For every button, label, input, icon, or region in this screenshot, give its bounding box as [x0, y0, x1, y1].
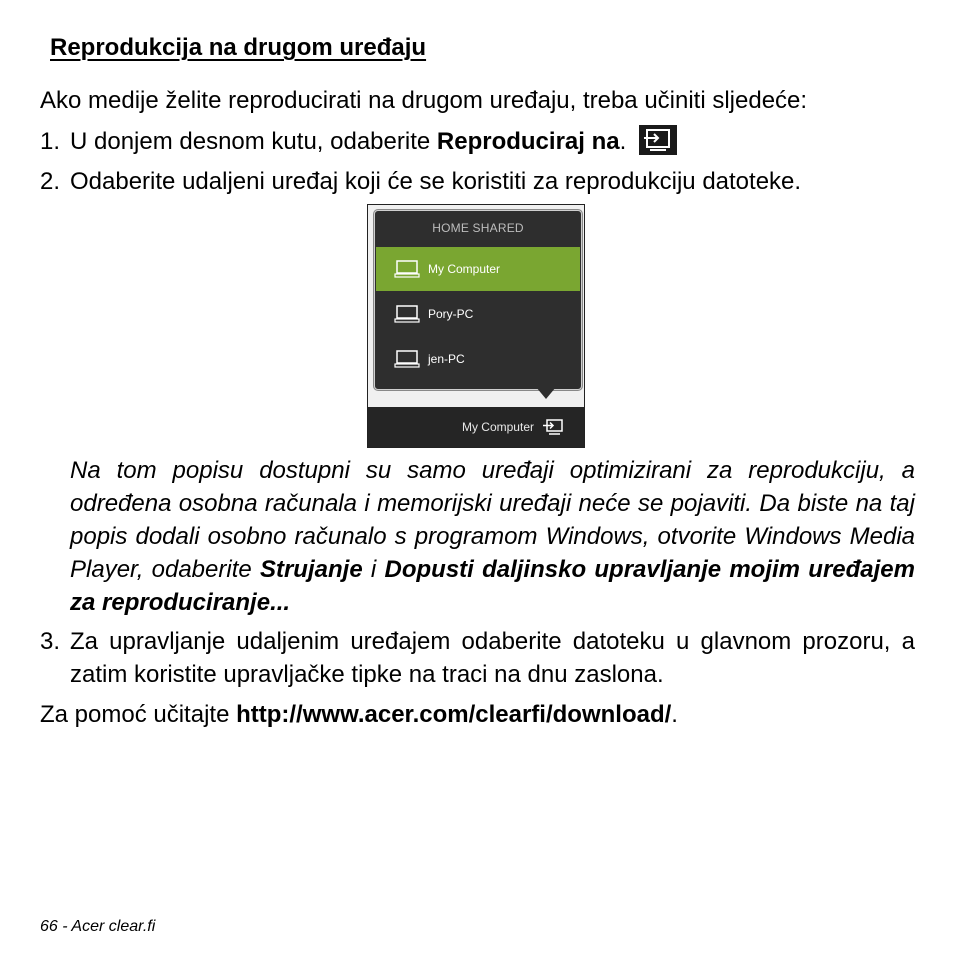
device-popup: [374, 210, 582, 390]
device-label: Pory-PC: [428, 307, 474, 321]
device-item-my-computer[interactable]: [376, 247, 580, 291]
page-footer: 66 - Acer clear.fi: [40, 918, 156, 935]
intro-paragraph: Ako medije želite reproducirati na drugom uređaju, treba učiniti sljedeće:: [40, 87, 808, 114]
play-to-icon[interactable]: [542, 418, 564, 436]
step-3-number: 3.: [40, 628, 61, 655]
play-to-screenshot: [367, 204, 585, 448]
step-3-text: Za upravljanje udaljenim uređajem odaberite datoteku u glavnom prozoru, a zatim koristite upravljačke tipke na traci na dnu zaslona.: [70, 628, 915, 688]
note-conjunction: i: [362, 556, 385, 583]
step-1-after: .: [619, 128, 627, 155]
help-after: .: [671, 701, 678, 728]
help-paragraph: [40, 698, 678, 731]
device-label: My Computer: [428, 262, 501, 276]
help-link[interactable]: http://www.acer.com/clearfi/download/: [236, 701, 672, 728]
laptop-icon: [394, 349, 420, 369]
note-bold-streaming: Strujanje: [259, 556, 363, 583]
step-2-text: Odaberite udaljeni uređaj koji će se koristiti za reprodukciju datoteke.: [70, 168, 802, 195]
step-3: [40, 625, 915, 691]
laptop-icon: [394, 259, 420, 279]
play-to-icon: [639, 125, 677, 155]
popup-header: HOME SHARED: [432, 221, 524, 235]
step-1-bold: Reproduciraj na: [436, 128, 620, 155]
note-paragraph: [70, 454, 915, 619]
help-text: Za pomoć učitajte: [40, 701, 237, 728]
note-bold-allow-remote: Dopusti daljinsko upravljanje mojim uređajem za reproduciranje...: [70, 556, 915, 616]
device-label: jen-PC: [428, 352, 465, 366]
step-2-number: 2.: [40, 168, 61, 195]
step-1: [40, 125, 677, 158]
bar-device-label: My Computer: [461, 420, 534, 434]
popup-pointer: [536, 387, 556, 399]
step-1-number: 1.: [40, 128, 61, 155]
bottom-bar: [368, 407, 584, 447]
step-1-text: U donjem desnom kutu, odaberite: [70, 128, 437, 155]
note-text: Na tom popisu dostupni su samo uređaji optimizirani za reprodukciju, a određena osobna računala i memorijski uređaji neće se pojaviti. Da biste na taj popis dodali osobno računalo s programom Windows, otvorite Windows Media Player, odaberite: [70, 457, 915, 583]
device-item-jen-pc[interactable]: [376, 337, 580, 381]
page-heading: Reprodukcija na drugom uređaju: [50, 34, 427, 61]
laptop-icon: [394, 304, 420, 324]
step-2: [40, 165, 801, 198]
device-item-pory-pc[interactable]: [376, 292, 580, 336]
